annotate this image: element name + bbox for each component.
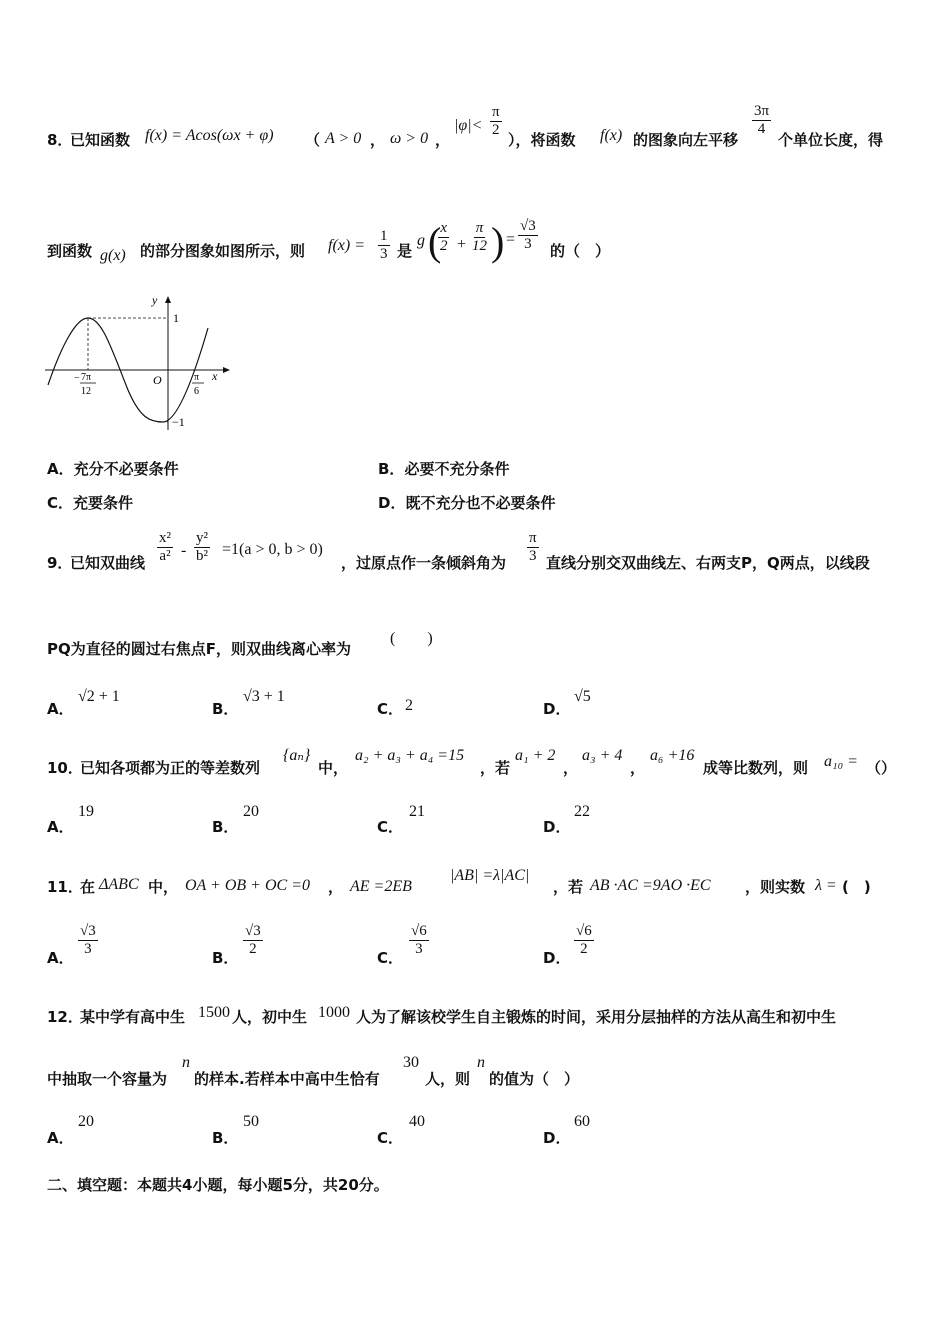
q9-minus: - bbox=[181, 542, 187, 559]
q9-text-2: ，过原点作一条倾斜角为 bbox=[341, 554, 507, 572]
q9-y2-b2: $\frac{\text{y²}}{\text{b²}}$ bbox=[196, 530, 208, 564]
q8-text-4: 个单位长度，得 bbox=[778, 131, 884, 149]
q8-pi-twelfth: $\frac{\pi}{12}$ bbox=[472, 220, 487, 254]
q8-rparen: ) bbox=[491, 219, 505, 264]
q10-option-a: 19 bbox=[78, 803, 94, 820]
q11-option-a: $\frac{√3}{3}$ bbox=[80, 923, 96, 957]
q12-option-a: 20 bbox=[78, 1113, 94, 1130]
q10-text-5: （） bbox=[866, 759, 897, 777]
q12-text-5: 的样本.若样本中高中生恰有 bbox=[194, 1070, 380, 1088]
q11-lambda: λ = bbox=[815, 877, 837, 894]
q12-option-c: 40 bbox=[409, 1113, 425, 1130]
graph-x1-num: 7π bbox=[81, 372, 92, 383]
q11-text-5: ( ) bbox=[842, 878, 871, 896]
graph-y-arrow bbox=[165, 296, 171, 303]
q8-lparen: ( bbox=[428, 219, 442, 264]
q10-option-b: 20 bbox=[243, 803, 259, 820]
q10-sum: a₂ + a₃ + a₄ =15 bbox=[355, 747, 465, 764]
q8-one-third: $\frac{1}{3}$ bbox=[380, 228, 388, 262]
q11-option-a-key: A． bbox=[47, 949, 74, 967]
q11-option-d-key: D． bbox=[543, 949, 571, 967]
graph-origin: O bbox=[153, 373, 162, 387]
q11-vector-sum: OA + OB + OC =0 bbox=[185, 877, 310, 894]
q9-option-d: √5 bbox=[574, 688, 591, 705]
q8-g: g bbox=[417, 232, 425, 249]
q12-n2: 1000 bbox=[318, 1004, 350, 1021]
q8-paren: （ bbox=[305, 131, 321, 149]
q9-number: 9． bbox=[47, 554, 73, 572]
q12-text-2: 人，初中生 bbox=[232, 1008, 308, 1026]
q9-text-4: PQ为直径的圆过右焦点F，则双曲线离心率为 bbox=[47, 640, 351, 658]
graph-y-label: y bbox=[152, 293, 158, 307]
q8-function-2: f(x) bbox=[600, 127, 623, 144]
q12-text-3: 人为了解该校学生自主锻炼的时间，采用分层抽样的方法从高生和初中生 bbox=[356, 1008, 837, 1026]
q12-option-d: 60 bbox=[574, 1113, 590, 1130]
q11-ab-ac: |AB| =λ|AC| bbox=[450, 867, 530, 884]
q10-option-d: 22 bbox=[574, 803, 590, 820]
q8-function: f(x) = Acos(ωx + φ) bbox=[145, 127, 274, 144]
q8-text-2: ），将函数 bbox=[508, 131, 576, 149]
q9-option-b: √3 + 1 bbox=[243, 688, 285, 705]
q10-text-1: 已知各项都为正的等差数列 bbox=[80, 759, 261, 777]
q10-term-3: a₆ +16 bbox=[650, 747, 695, 764]
q9-option-c: 2 bbox=[405, 697, 413, 714]
q12-text-1: 某中学有高中生 bbox=[80, 1008, 186, 1026]
q12-number: 12． bbox=[47, 1008, 83, 1026]
q9-x2-a2: $\frac{\text{x²}}{\text{a²}}$ bbox=[159, 530, 171, 564]
q10-text-4: 成等比数列，则 bbox=[703, 759, 809, 777]
q8-graph bbox=[40, 290, 240, 435]
q9-option-a: √2 + 1 bbox=[78, 688, 120, 705]
q10-option-c-key: C． bbox=[377, 818, 404, 836]
q8-text-5: 到函数 bbox=[47, 242, 93, 260]
q8-text-6: 的部分图象如图所示，则 bbox=[140, 242, 306, 260]
q8-text-1: 已知函数 bbox=[70, 131, 131, 149]
q12-n: n bbox=[182, 1054, 190, 1071]
q10-a10: a₁₀ = bbox=[824, 753, 858, 770]
q9-option-c-key: C． bbox=[377, 700, 404, 718]
q12-option-d-key: D． bbox=[543, 1129, 571, 1147]
q12-text-4: 中抽取一个容量为 bbox=[47, 1070, 168, 1088]
graph-x-label: x bbox=[212, 369, 218, 383]
q9-text-3: 直线分别交双曲线左、右两支P，Q两点，以线段 bbox=[546, 554, 870, 572]
q9-text-1: 已知双曲线 bbox=[70, 554, 146, 572]
q8-option-a: A．充分不必要条件 bbox=[47, 460, 179, 478]
q11-number: 11． bbox=[47, 878, 83, 896]
q9-option-a-key: A． bbox=[47, 700, 74, 718]
q11-text-3: ，若 bbox=[553, 878, 584, 896]
q12-option-b-key: B． bbox=[212, 1129, 239, 1147]
q10-option-b-key: B． bbox=[212, 818, 239, 836]
q11-triangle: ΔABC bbox=[99, 876, 139, 893]
q8-eq: = bbox=[506, 231, 516, 248]
q8-number: 8． bbox=[47, 131, 73, 149]
q8-text-8: 的（ ） bbox=[550, 242, 611, 260]
q11-text-2: 中， bbox=[148, 878, 179, 896]
q8-phi: |φ|< bbox=[454, 117, 483, 134]
q9-pi-third: $\frac{\pi}{3}$ bbox=[529, 530, 537, 564]
q12-option-c-key: C． bbox=[377, 1129, 404, 1147]
q10-term-2: a₃ + 4 bbox=[582, 747, 623, 764]
q12-n1: 1500 bbox=[198, 1004, 230, 1021]
q9-option-d-key: D． bbox=[543, 700, 571, 718]
q10-sequence: {aₙ} bbox=[283, 747, 311, 764]
q11-ae: AE =2EB bbox=[350, 878, 412, 895]
q12-option-b: 50 bbox=[243, 1113, 259, 1130]
q10-option-a-key: A． bbox=[47, 818, 74, 836]
q8-cond-w: ω > 0 bbox=[390, 130, 429, 147]
q11-option-c: $\frac{√6}{3}$ bbox=[411, 923, 427, 957]
q11-option-d: $\frac{√6}{2}$ bbox=[576, 923, 592, 957]
q12-option-a-key: A． bbox=[47, 1129, 74, 1147]
q8-sqrt3-over-3: $\frac{√3}{3}$ bbox=[520, 218, 536, 252]
q8-phi-bound: $\frac{\pi}{2}$ bbox=[492, 104, 500, 138]
q9-equation: =1(a > 0, b > 0) bbox=[222, 541, 323, 558]
q8-option-b: B．必要不充分条件 bbox=[378, 460, 510, 478]
q8-shift: $\frac{3\pi}{4}$ bbox=[754, 103, 770, 137]
q12-text-7: 的值为（ ） bbox=[489, 1070, 580, 1088]
q9-blank: ( ) bbox=[390, 630, 433, 647]
q10-number: 10． bbox=[47, 759, 83, 777]
q11-option-b: $\frac{√3}{2}$ bbox=[245, 923, 261, 957]
graph-x2-num: π bbox=[194, 372, 200, 383]
q8-gx: g(x) bbox=[100, 247, 126, 264]
q11-option-b-key: B． bbox=[212, 949, 239, 967]
graph-x1-den: 12 bbox=[81, 386, 91, 397]
q8-comma: ， bbox=[370, 131, 386, 149]
q10-text-3: ，若 bbox=[480, 759, 511, 777]
q11-text-4: ，则实数 bbox=[745, 878, 806, 896]
q8-option-d: D．既不充分也不必要条件 bbox=[378, 494, 556, 512]
q8-text-7: 是 bbox=[397, 242, 413, 260]
q11-comma: ， bbox=[328, 878, 344, 896]
q10-term-1: a₁ + 2 bbox=[515, 747, 556, 764]
section-2-heading: 二、填空题：本题共4小题，每小题5分，共20分。 bbox=[47, 1176, 389, 1194]
q10-option-d-key: D． bbox=[543, 818, 571, 836]
q8-fx3: f(x) = bbox=[328, 237, 365, 254]
q8-cond-a: A > 0 bbox=[325, 130, 362, 147]
q10-option-c: 21 bbox=[409, 803, 425, 820]
q9-option-b-key: B． bbox=[212, 700, 239, 718]
q8-x-half: $\frac{x}{2}$ bbox=[440, 220, 448, 254]
q8-text-3: 的图象向左平移 bbox=[633, 131, 739, 149]
q11-dot: AB ·AC =9AO ·EC bbox=[590, 877, 711, 894]
q8-comma-2: ， bbox=[435, 131, 451, 149]
q11-text-1: 在 bbox=[80, 878, 96, 896]
q8-plus: + bbox=[457, 236, 467, 253]
graph-x1-sign: − bbox=[74, 373, 80, 384]
graph-x2-den: 6 bbox=[194, 386, 199, 397]
graph-neg-one: −1 bbox=[172, 415, 185, 429]
graph-x-arrow bbox=[223, 367, 230, 373]
q10-comma: ， bbox=[563, 759, 579, 777]
q12-n3: 30 bbox=[403, 1054, 419, 1071]
q11-option-c-key: C． bbox=[377, 949, 404, 967]
q10-text-2: 中， bbox=[318, 759, 349, 777]
q10-comma-2: ， bbox=[630, 759, 646, 777]
q12-n-2: n bbox=[477, 1054, 485, 1071]
q8-option-c: C．充要条件 bbox=[47, 494, 134, 512]
q12-text-6: 人，则 bbox=[425, 1070, 471, 1088]
graph-one: 1 bbox=[173, 311, 179, 325]
